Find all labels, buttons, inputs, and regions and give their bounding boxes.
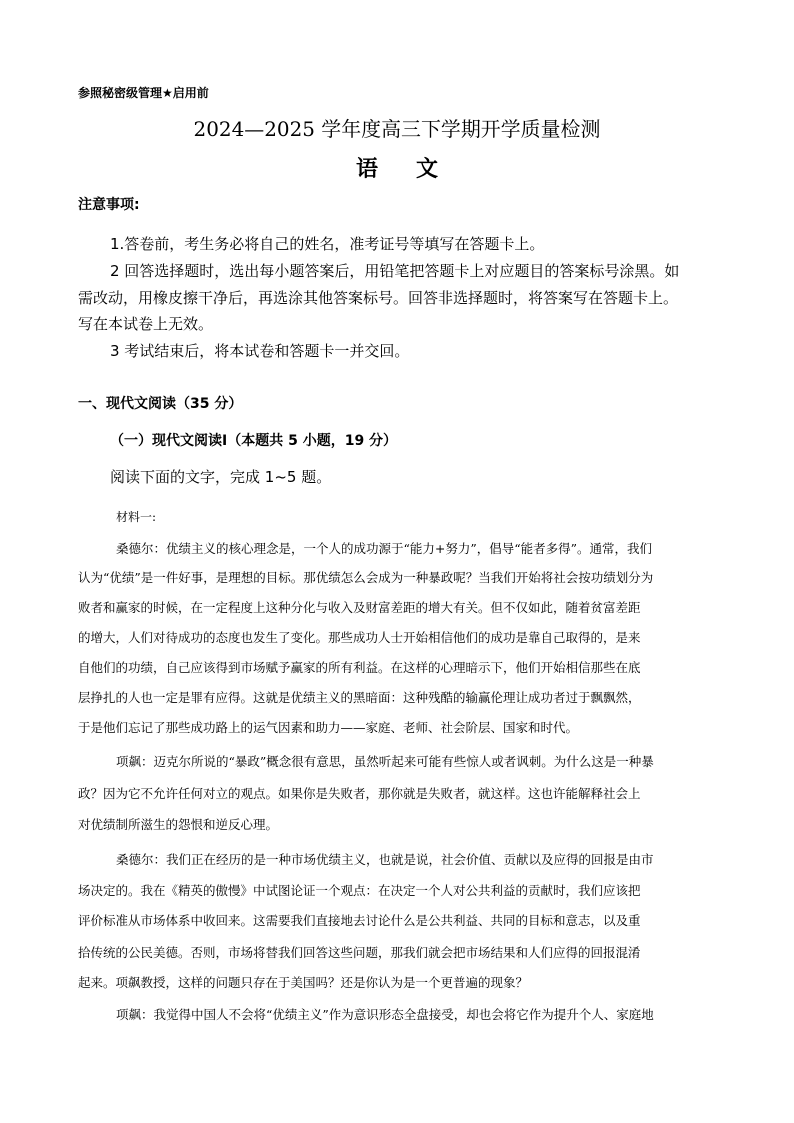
subsection-heading: （一）现代文阅读Ⅰ（本题共 5 小题，19 分） xyxy=(110,433,398,449)
exam-title: 2024—2025 学年度高三下学期开学质量检测 xyxy=(193,117,601,141)
body-line: 桑德尔：我们正在经历的是一种市场优绩主义，也就是说，社会价值、贡献以及应得的回报是由市 xyxy=(116,852,654,867)
body-line: 桑德尔：优绩主义的核心理念是，一个人的成功源于“能力+努力”，倡导“能者多得”。通常，我们 xyxy=(116,541,653,556)
notice-line: 1.答卷前，考生务必将自己的姓名，准考证号等填写在答题卡上。 xyxy=(110,235,545,253)
body-line: 评价标准从市场体系中收回来。这需要我们直接地去讨论什么是公共利益、共同的目标和意志，以及重 xyxy=(78,913,641,928)
subject-title: 语文 xyxy=(355,156,476,182)
body-line: 拾传统的公民美德。否则，市场将替我们回答这些问题，那我们就会把市场结果和人们应得的回报混淆 xyxy=(78,945,641,960)
body-line: 项飙：我觉得中国人不会将“优绩主义”作为意识形态全盘接受，却也会将它作为提升个人、家庭地 xyxy=(116,1007,654,1022)
body-line: 自他们的功绩，自己应该得到市场赋予赢家的所有利益。在这样的心理暗示下，他们开始相信那些在底 xyxy=(78,660,641,675)
body-line: 对优绩制所滋生的怨恨和逆反心理。 xyxy=(78,817,279,832)
body-line: 项飙：迈克尔所说的“暴政”概念很有意思，虽然听起来可能有些惊人或者讽刺。为什么这是一种暴 xyxy=(116,754,654,769)
notice-line: 写在本试卷上无效。 xyxy=(78,315,214,333)
section-heading: 一、现代文阅读（35 分） xyxy=(78,396,243,412)
material-label: 材料一: xyxy=(116,510,157,524)
body-line: 政？因为它不允许任何对立的观点。如果你是失败者，那你就是失败者，就这样。这也许能解释社会上 xyxy=(78,786,641,801)
body-line: 起来。项飙教授，这样的问题只存在于美国吗？还是你认为是一个更普遍的现象？ xyxy=(78,975,529,990)
body-line: 认为“优绩”是一件好事，是理想的目标。那优绩怎么会成为一种暴政呢？当我们开始将社会按功绩划分为 xyxy=(78,570,654,585)
secret-level-label: 参照秘密级管理★启用前 xyxy=(78,86,209,100)
notice-line: 需改动，用橡皮擦干净后，再选涂其他答案标号。回答非选择题时，将答案写在答题卡上。 xyxy=(78,289,679,307)
body-line: 败者和赢家的时候，在一定程度上这种分化与收入及财富差距的增大有关。但不仅如此，随着贫富差距 xyxy=(78,600,641,615)
notice-heading: 注意事项: xyxy=(78,197,140,213)
notice-line: 3 考试结束后，将本试卷和答题卡一并交回。 xyxy=(110,342,410,360)
body-line: 的增大，人们对待成功的态度也发生了变化。那些成功人士开始相信他们的成功是靠自己取得的，是来 xyxy=(78,630,641,645)
notice-line: 2 回答选择题时，选出每小题答案后，用铅笔把答题卡上对应题目的答案标号涂黑。如 xyxy=(110,262,680,280)
body-line: 场决定的。我在《精英的傲慢》中试图论证一个观点：在决定一个人对公共利益的贡献时，我们应该把 xyxy=(78,883,641,898)
reading-instruction: 阅读下面的文字，完成 1~5 题。 xyxy=(110,468,332,486)
body-line: 层挣扎的人也一定是罪有应得。这就是优绩主义的黑暗面：这种残酷的输赢伦理让成功者过于飘飘然， xyxy=(78,690,641,705)
body-line: 于是他们忘记了那些成功路上的运气因素和助力——家庭、老师、社会阶层、国家和时代。 xyxy=(78,720,579,735)
